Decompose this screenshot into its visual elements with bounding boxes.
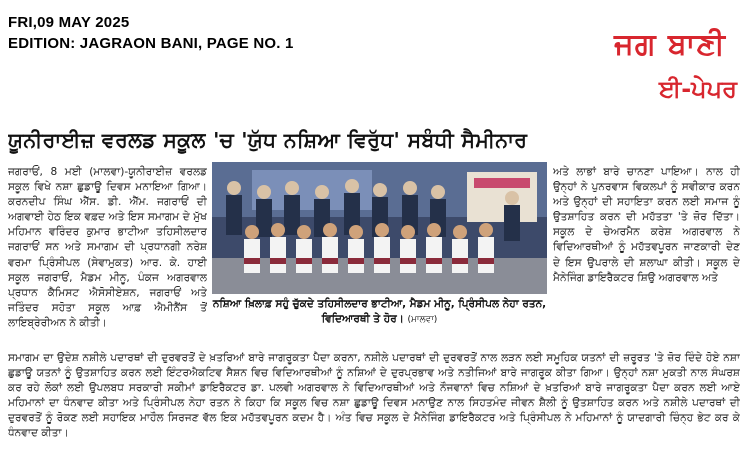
clip-header xyxy=(0,0,748,118)
group-photo-image xyxy=(212,162,547,294)
edition-date: FRI,09 MAY 2025 xyxy=(8,14,130,31)
article-column-right: ਅਤੇ ਲਾਭਾਂ ਬਾਰੇ ਚਾਨਣਾ ਪਾਇਆ। ਨਾਲ ਹੀ ਉਨ੍ਹਾਂ ਨੇ ਪੁਨਰਵਾਸ ਵਿਕਲਪਾਂ ਨੂੰ ਸਵੀਕਾਰ ਕਰਨ ਅਤੇ ਉਨ੍ਹਾਂ ਦੀ ਸਹਾਇਤਾ ਕਰਨ ਲਈ ਸਮਾਜ ਨੂੰ ਉਤਸ਼ਾਹਿਤ ਕਰਨ ਦੀ ਮਹੱਤਤਾ 'ਤੇ ਜ਼ੋਰ ਦਿੱਤਾ। ਸਕੂਲ ਦੇ ਚੇਅਰਮੈਨ ਕਰੇਸ਼ ਅਗਰਵਾਲ ਨੇ ਵਿਦਿਆਰਥੀਆਂ ਨੂੰ ਮਹੱਤਵਪੂਰਨ ਜਾਣਕਾਰੀ ਦੇਣ ਦੇ ਇਸ ਉਪਰਾਲੇ ਦੀ ਸ਼ਲਾਘਾ ਕੀਤੀ। ਸਕੂਲ ਦੇ ਮੈਨੇਜਿੰਗ ਡਾਇਰੈਕਟਰ ਸ਼ਿਉ ਅਗਰਵਾਲ ਅਤੇ xyxy=(553,166,740,284)
article-photo xyxy=(212,162,547,294)
article-headline: ਯੂਨੀਰਾਈਜ਼ ਵਰਲਡ ਸਕੂਲ 'ਚ 'ਯੁੱਧ ਨਸ਼ਿਆ ਵਿਰੁੱਧ' ਸਬੰਧੀ ਸੈਮੀਨਾਰ xyxy=(8,128,528,152)
logo-sub-text: ਈ-ਪੇਪਰ xyxy=(658,75,738,103)
newspaper-logo xyxy=(600,22,740,114)
edition-info: EDITION: JAGRAON BANI, PAGE NO. 1 xyxy=(8,35,294,52)
photo-caption xyxy=(212,297,547,347)
article-column-left: ਜਗਰਾਓਂ, 8 ਮਈ (ਮਾਲਵਾ)-ਯੂਨੀਰਾਈਜ਼ ਵਰਲਡ ਸਕੂਲ ਵਿਖੇ ਨਸ਼ਾ ਛੁਡਾਊ ਦਿਵਸ ਮਨਾਇਆ ਗਿਆ। ਕਰਨਦੀਪ ਸਿੰਘ ਐੱਸ. ਡੀ. ਐੱਮ. ਜਗਰਾਓਂ ਦੀ ਅਗਵਾਈ ਹੇਠ ਇਕ ਵਫ਼ਦ ਅਤੇ ਇਸ ਸਮਾਗਮ ਦੇ ਮੁੱਖ ਮਹਿਮਾਨ ਵਰਿੰਦਰ ਕੁਮਾਰ ਭਾਟੀਆ ਤਹਿਸੀਲਦਾਰ ਜਗਰਾਓਂ ਸਨ ਅਤੇ ਸਮਾਗਮ ਦੀ ਪ੍ਰਧਾਨਗੀ ਨਰੇਸ਼ ਵਰਮਾ ਪ੍ਰਿੰਸੀਪਲ (ਸੇਵਾਮੁਕਤ) ਆਰ. ਕੇ. ਹਾਈ ਸਕੂਲ ਜਗਰਾਓਂ, ਮੈਡਮ ਮੀਨੂ, ਪੰਕਜ ਅਗਰਵਾਲ ਪ੍ਰਧਾਨ ਕੈਮਿਸਟ ਐਸੋਸੀਏਸ਼ਨ, ਜਗਰਾਓਂ ਅਤੇ ਜਤਿੰਦਰ ਸਹੋਤਾ ਸਕੂਲ ਆਫ਼ ਐਮੀਨੈਂਸ ਤੋਂ ਲਾਇਬ੍ਰੇਰੀਅਨ ਨੇ ਕੀਤੀ। xyxy=(8,166,207,329)
photo-caption-credit: (ਮਾਲਵਾ) xyxy=(407,315,438,325)
article-column-bottom: ਸਮਾਗਮ ਦਾ ਉਦੇਸ਼ ਨਸ਼ੀਲੇ ਪਦਾਰਥਾਂ ਦੀ ਦੁਰਵਰਤੋਂ ਦੇ ਖ਼ਤਰਿਆਂ ਬਾਰੇ ਜਾਗਰੂਕਤਾ ਪੈਦਾ ਕਰਨਾ, ਨਸ਼ੀਲੇ ਪਦਾਰਥਾਂ ਦੀ ਦੁਰਵਰਤੋਂ ਨਾਲ ਲੜਨ ਲਈ ਸਮੂਹਿਕ ਯਤਨਾਂ ਦੀ ਜ਼ਰੂਰਤ 'ਤੇ ਜ਼ੋਰ ਦਿੰਦੇ ਹੋਏ ਨਸ਼ਾ ਛੁਡਾਊ ਯਤਨਾਂ ਨੂੰ ਉਤਸ਼ਾਹਿਤ ਕਰਨ ਲਈ ਇੰਟਰਐਕਟਿਵ ਸੈਸ਼ਨ ਵਿਚ ਵਿਦਿਆਰਥੀਆਂ ਨੂੰ ਨਸ਼ਿਆਂ ਦੇ ਦੁਰਪ੍ਰਭਾਵ ਅਤੇ ਨਤੀਜਿਆਂ ਬਾਰੇ ਜਾਗਰੂਕ ਕੀਤਾ ਗਿਆ। ਉਨ੍ਹਾਂ ਨਸ਼ਾ ਮੁਕਤੀ ਨਾਲ ਸੰਘਰਸ਼ ਕਰ ਰਹੇ ਲੋਕਾਂ ਲਈ ਉਪਲਬਧ ਸਰਕਾਰੀ ਸਕੀਮਾਂ ਡਾਇਰੈਕਟਰ ਡਾ. ਪਲਵੀ ਅਗਰਵਾਲ ਨੇ ਵਿਦਿਆਰਥੀਆਂ ਅਤੇ ਨੌਜਵਾਨਾਂ ਵਿਚ ਨਸ਼ਿਆਂ ਦੇ ਖ਼ਤਰਿਆਂ ਬਾਰੇ ਜਾਗਰੂਕਤਾ ਪੈਦਾ ਕਰਨ ਲਈ ਆਏ ਮਹਿਮਾਨਾਂ ਦਾ ਧੰਨਵਾਦ ਕੀਤਾ ਅਤੇ ਪ੍ਰਿੰਸੀਪਲ ਨੇਹਾ ਰਤਨ ਨੇ ਕਿਹਾ ਕਿ ਸਕੂਲ ਵਿਚ ਨਸ਼ਾ ਛੁਡਾਊ ਦਿਵਸ ਮਨਾਉਣ ਨਾਲ ਸਿਹਤਮੰਦ ਜੀਵਨ ਸ਼ੈਲੀ ਨੂੰ ਉਤਸ਼ਾਹਿਤ ਕਰਨ ਅਤੇ ਨਸ਼ੀਲੇ ਪਦਾਰਥਾਂ ਦੀ ਦੁਰਵਰਤੋਂ ਨੂੰ ਰੋਕਣ ਲਈ ਸਹਾਇਕ ਮਾਹੌਲ ਸਿਰਜਣ ਵੱਲ ਇਕ ਮਹੱਤਵਪੂਰਨ ਕਦਮ ਹੈ। ਅੰਤ ਵਿਚ ਸਕੂਲ ਦੇ ਮੈਨੇਜਿੰਗ ਡਾਇਰੈਕਟਰ ਅਤੇ ਪ੍ਰਿੰਸੀਪਲ ਨੇ ਮਹਿਮਾਨਾਂ ਨੂੰ ਯਾਦਗਾਰੀ ਚਿੰਨ੍ਹ ਭੇਟ ਕਰ ਕੇ ਧੰਨਵਾਦ ਕੀਤਾ। xyxy=(8,352,740,440)
photo-caption-text: ਨਸ਼ਿਆ ਖ਼ਿਲਾਫ਼ ਸਹੁੰ ਚੁੱਕਦੇ ਤਹਿਸੀਲਦਾਰ ਭਾਟੀਆ, ਮੈਡਮ ਮੀਨੂ, ਪ੍ਰਿੰਸੀਪਲ ਨੇਹਾ ਰਤਨ, ਵਿਦਿਆਰਥੀ ਤੇ ਹੋਰ। xyxy=(212,298,547,325)
logo-main-text: ਜਗ ਬਾਣੀ xyxy=(614,27,726,62)
